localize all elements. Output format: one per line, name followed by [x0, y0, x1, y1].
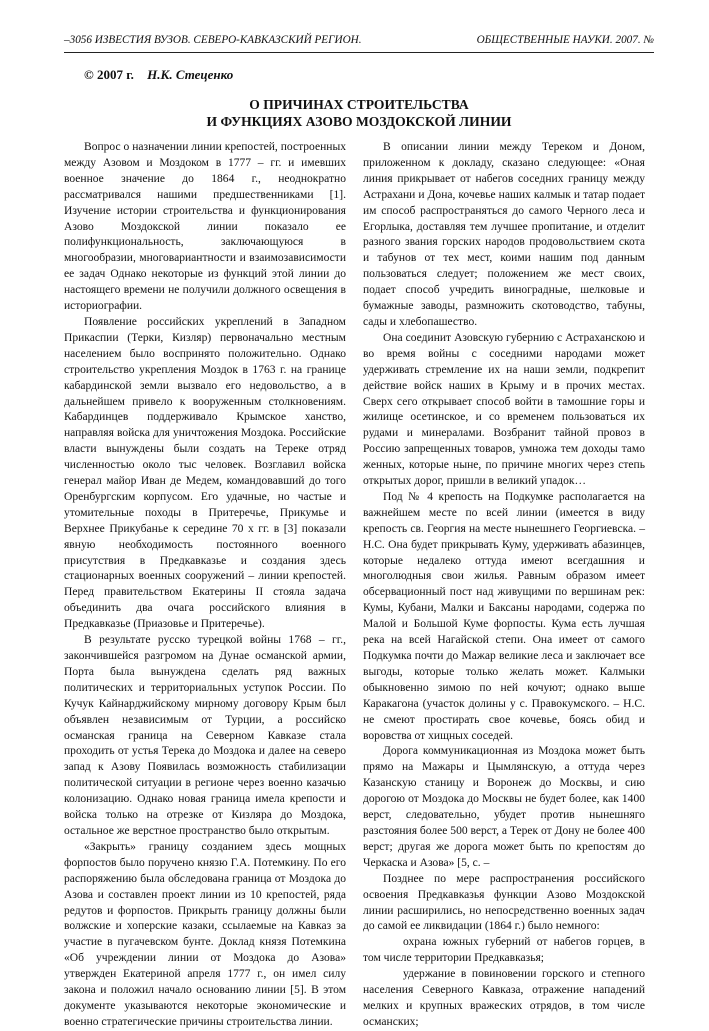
copyright-year: © 2007 г. [84, 67, 134, 82]
running-head [64, 34, 654, 46]
right-column [363, 140, 645, 1031]
paragraph: Она соединит Азовскую губернию с Астраханскою и во время войны с соседними народами может удерживать стремление их на наши земли, подкрепит действие войск наших в Крыму и в прочих местах. Сверх сего открывает способ войти в тамошние горы и жилище осетинское, и со временем пользоваться их рудами и минералами. Возбранит тайной провоз в Россию запрещенных товаров, умножа тем доходы тамо женных, которые ныне, по причине многих через степь открытых дорог, пришли в великий упадок… [363, 331, 645, 488]
article-title [64, 96, 654, 130]
left-column [64, 140, 346, 1031]
running-head-left: –3056 ИЗВЕСТИЯ ВУЗОВ. СЕВЕРО-КАВКАЗСКИЙ РЕГИОН. [64, 34, 362, 46]
paragraph: В результате русско турецкой войны 1768 – гг., закончившейся разгромом на Дунае османской армии, Порта была вынуждена сделать ряд важных политических и территориальных уступок России. По Кучук Кайнарджийскому мирному договору Крым был объявлен независимым от Турции, а российско османская граница на Северном Кавказе стала проходить от устья Терека до Моздока и далее на северо запад к Азову Появилась возможность стабилизации политической ситуации в регионе через военно казачью колонизацию. Однако новая граница имела крепости и войска только на отрезке от Кизляра до Моздока, остальное же верстное пространство было открытым. [64, 634, 346, 837]
header-rule [64, 52, 654, 53]
paragraph: Позднее по мере распространения российского освоения Предкавказья функции Азово Моздокской линии расширились, но непосредственно военных задач до самой ее ликвидации (1864 г.) было немного: [363, 872, 645, 933]
paragraph: Появление российских укреплений в Западном Прикаспии (Терки, Кизляр) первоначально местным населением было воспринято положительно. Однако строительство укрепления Моздок в 1763 г. на границе кабардинской земли вызвало его недовольство, а в дальнейшем привело к вооруженным столкновениям. Кабардинцев поддерживало Крымское ханство, направляя войска для уничтожения Моздока. Российские власти вынуждены были создать на Тереке отряд численностью около тыс человек. Возглавил войска генерал майор Иван де Медем, командовавший до того Оренбургским корпусом. Его удачные, но частые и утомительные походы в Притеречье, Прикумье и Верхнее Прикубанье к середине 70 х гг. в [3] показали явную необходимость постоянного военного присутствия в Предкавказье и создания здесь стационарных военных сооружений – линии крепостей. Перед правительством Екатерины II стояла задача объединить два очага российского влияния в Предкавказье (Приазовье и Притеречье). [64, 315, 346, 631]
paragraph: Вопрос о назначении линии крепостей, построенных между Азовом и Моздоком в 1777 – гг. и имевших военное значение до 1864 г., неоднократно рассматривался нашими предшественниками [1]. Изучение истории строительства и функционирования Азово Моздокской линии показало ее полифункциональность, заключающуюся в многообразии, многовариантности и взаимозависимости ее задач Однако некоторые из функций этой линии до настоящего времени не получили должного освещения в историографии. [64, 141, 346, 313]
title-line-2: И ФУНКЦИЯХ АЗОВО МОЗДОКСКОЙ ЛИНИИ [206, 114, 512, 129]
byline [84, 67, 233, 83]
paragraph: В описании линии между Тереком и Доном, приложенном к докладу, сказано следующее: «Оная линия прикрывает от набегов соседних границу между Астрахани и Дона, кочевье наших калмык и татар подает им способ распространяться до самого Черного леса и Егорлыка, доставляя тем лучшее пропитание, и отделит разного звания горских народов продовольствием скота и табунов от тех мест, коими нашим под данным пользоваться следует; положением же мест своих, подает способ учредить виноградные, шелковые и бумажные заводы, размножить скотоводство, табуны, сады и хлебопашество. [363, 141, 645, 328]
author-name: Н.К. Стеценко [147, 67, 234, 82]
title-line-1: О ПРИЧИНАХ СТРОИТЕЛЬСТВА [249, 97, 469, 112]
list-item: удержание в повиновении горского и степного населения Северного Кавказа, отражение нападений мелких и крупных вражеских отрядов, в том числе османских; [363, 968, 645, 1028]
paragraph: Дорога коммуникационная из Моздока может быть прямо на Мажары и Цымлянскую, а оттуда через Казанскую станицу и Воронеж до Москвы, и сию дорогою от Моздока до Москвы не будет более, как 1400 верст, следовательно, убудет против нынешняго разстояния более 500 верст, а Терек от Дону не более 400 верст; другая же дорога может быть по крепостям до Черкаска и Азова» [5, с. – [363, 745, 645, 869]
paragraph: Под № 4 крепость на Подкумке располагается на важнейшем месте по всей линии (имеется в виду крепость св. Георгия на месте нынешнего Георгиевска. – Н.С. Она будет прикрывать Куму, удерживать абазинцев, которые недалеко оттуда имеют всегдашния и многолюдныя свои жилья. Равным образом имеет обсервационный пост над живущими по вершинам рек: Кумы, Кубани, Малки и Баксаны народами, содержа по Малой и Большой Куме форпосты. Кума есть лучшая река на всей Нагайской степи. Она имеет от самого Подкумка почти до Мажар великие леса и заключает все выгоды, которые только желать может. Калмыки обыкновенно зимою по ней кочуют; однако выше Каракагона (участок долины у с. Правокумского. – Н.С. не смеют простирать свое кочевье, боясь обид и воровства от хищных соседей. [363, 490, 645, 742]
running-head-right: ОБЩЕСТВЕННЫЕ НАУКИ. 2007. № [476, 34, 654, 46]
paragraph: «Закрыть» границу созданием здесь мощных форпостов было поручено князю Г.А. Потемкину. По его распоряжению была обследована граница от Моздока до Азова и составлен проект линии из 10 крепостей, ряда редутов и форпостов. Прикрыть границу должны были волжские и хоперские казаки, ссылаемые на Кавказ за участие в пугачевском бунте. Доклад князя Потемкина «Об учреждении линии от Моздока до Азова» утвержден Екатериной апреля 1777 г., он имел силу закона и положил начало основанию линии [5]. В этом документе указываются некоторые экономические и военно стратегические причины строительства линии. [64, 840, 346, 1028]
list-item: охрана южных губерний от набегов горцев, в том числе территории Предкавказья; [363, 936, 645, 965]
